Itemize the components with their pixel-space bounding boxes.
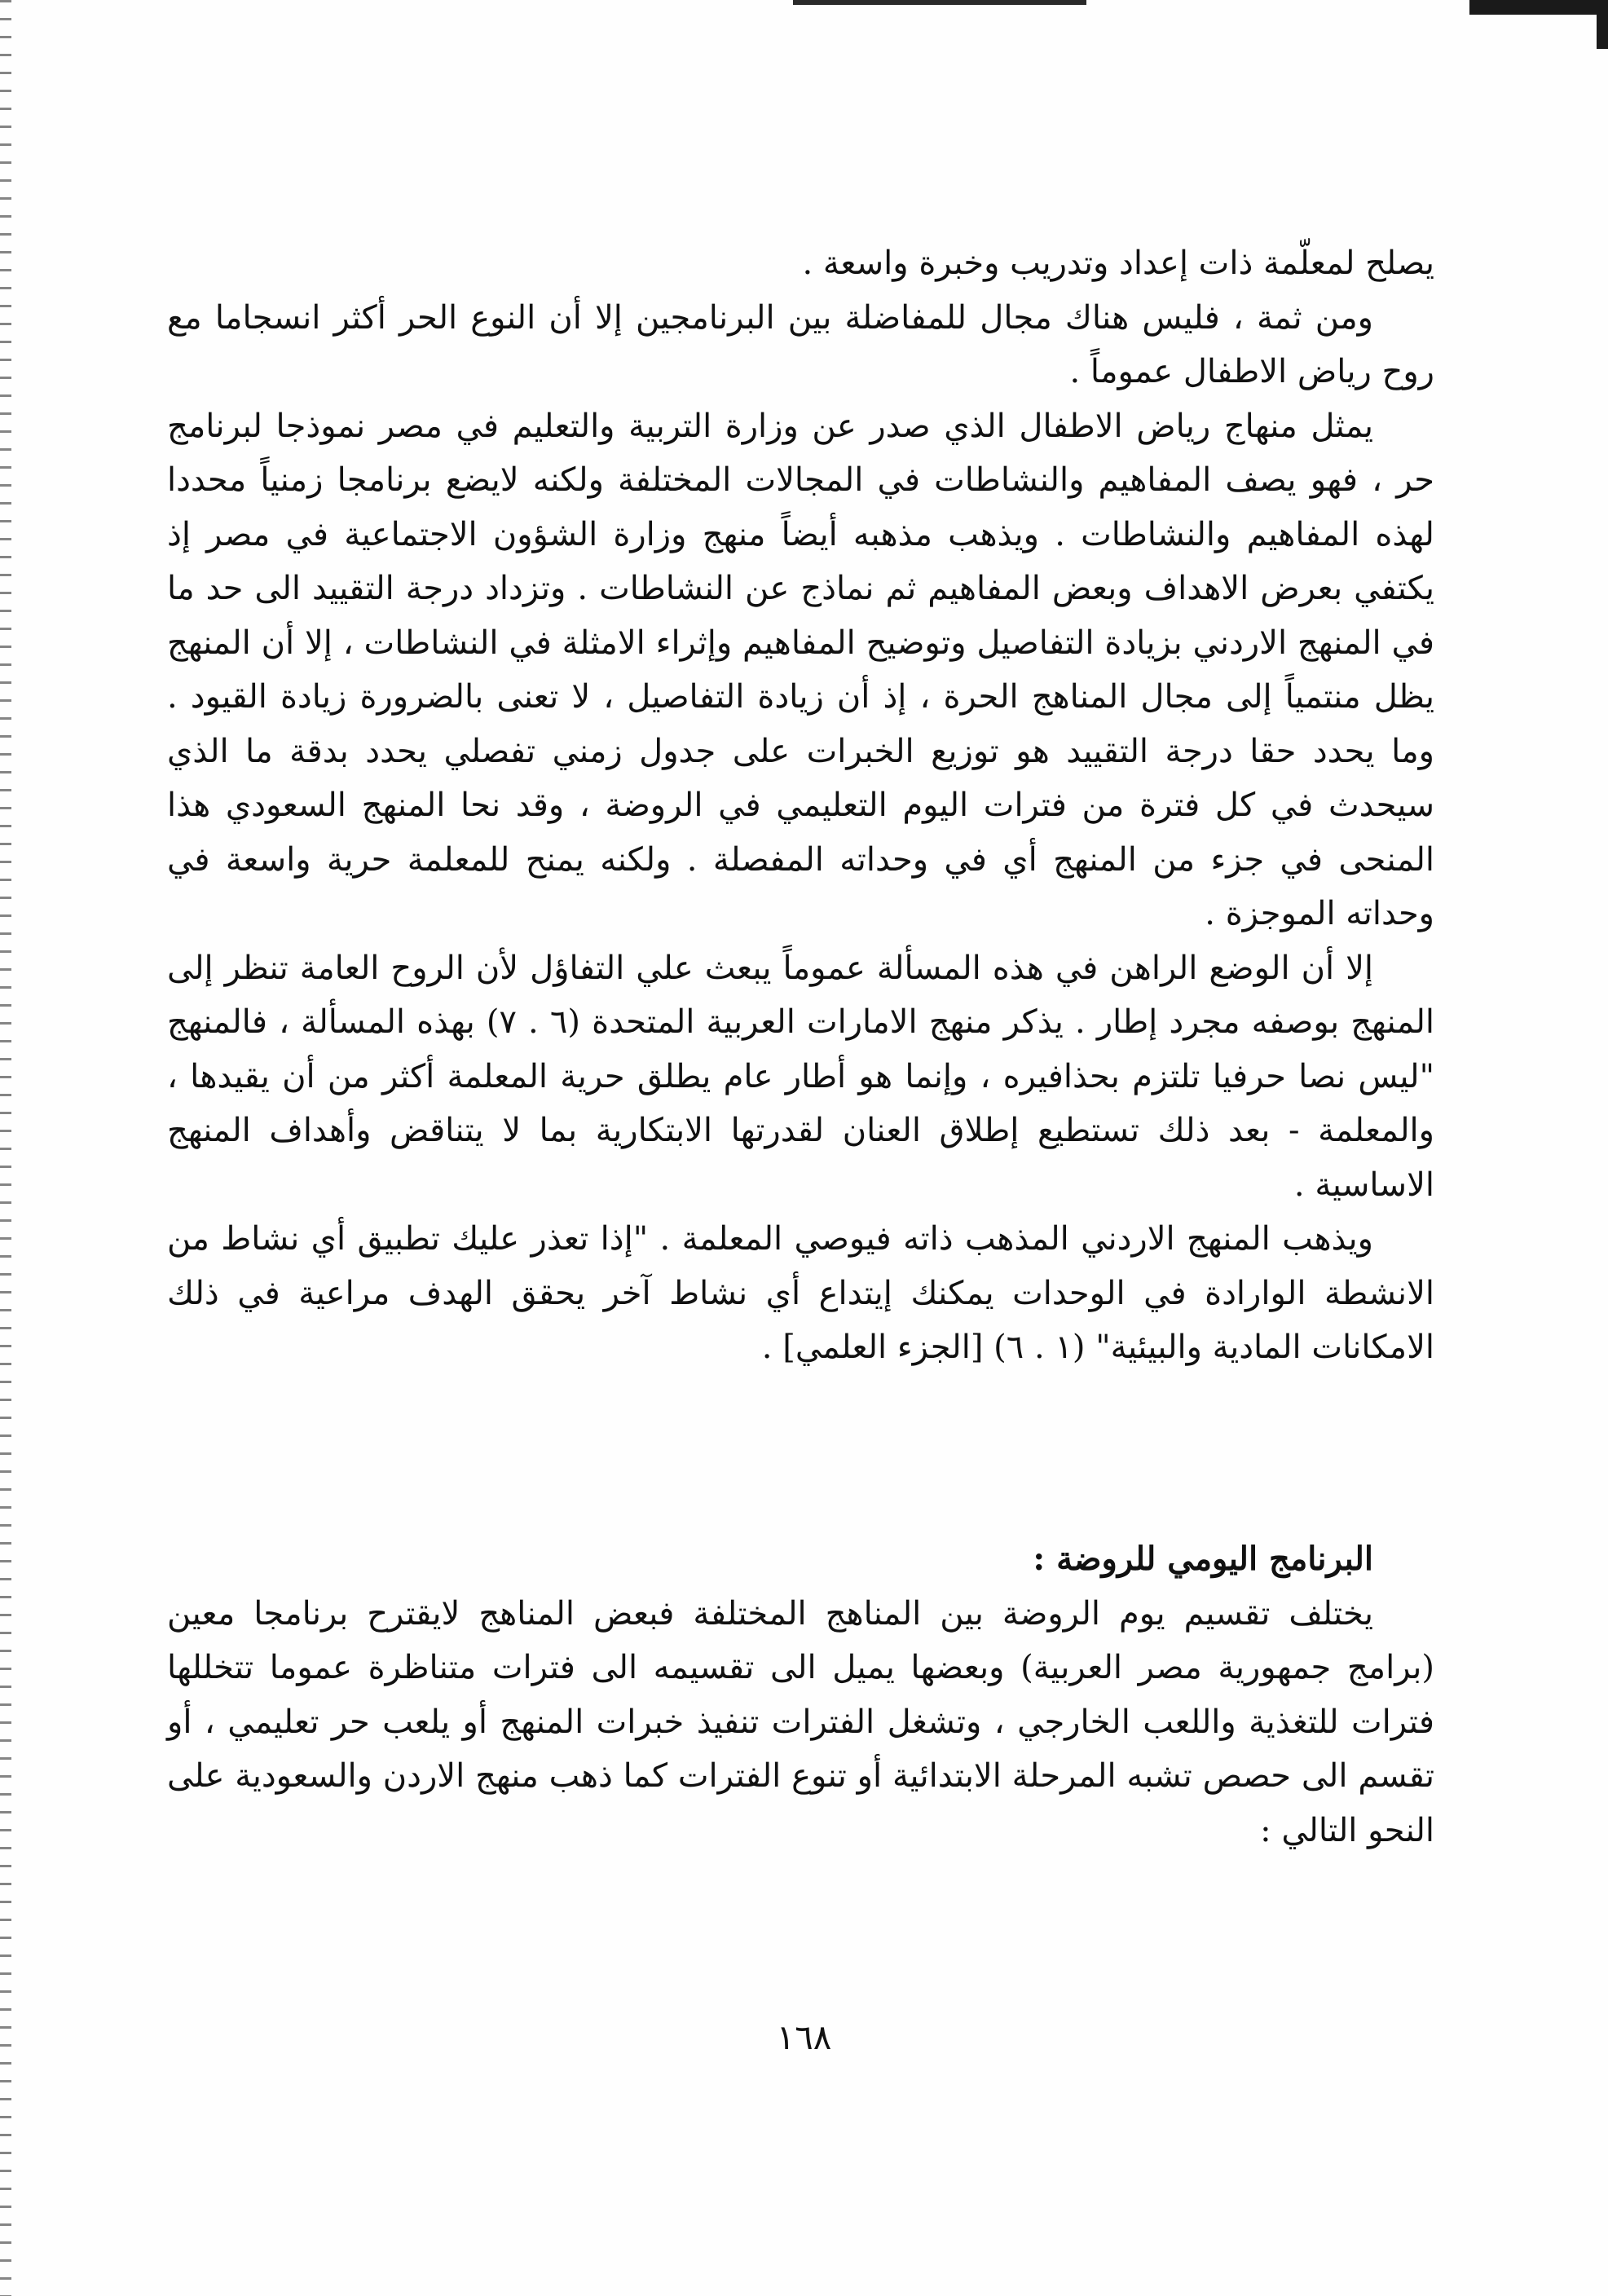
scan-corner-artifact (1469, 0, 1608, 15)
section-heading: البرنامج اليومي للروضة : (1033, 1540, 1373, 1578)
paragraph: يصلح لمعلّمة ذات إعداد وتدريب وخبرة واسعة . (802, 245, 1434, 282)
body-text-top (167, 236, 1434, 1375)
paragraph: ويذهب المنهج الاردني المذهب ذاته فيوصي المعلمة . "إذا تعذر عليك تطبيق أي نشاط من الانشطة الوارادة في الوحدات يمكنك إيتداع أي نشاط آخر يحقق الهدف مراعية في ذلك الامكانات المادية والبيئية" (١ . ٦) [الجزء العلمي] . (167, 1220, 1434, 1366)
scan-corner-artifact-vertical (1597, 0, 1608, 49)
scan-edge-artifact (0, 0, 11, 2296)
scan-top-artifact (793, 0, 1086, 5)
paragraph: إلا أن الوضع الراهن في هذه المسألة عموماً يبعث علي التفاؤل لأن الروح العامة تنظر إلى المنهج بوصفه مجرد إطار . يذكر منهج الامارات العربية المتحدة (٦ . ٧) بهذه المسألة ، فالمنهج "ليس نصا حرفيا تلتزم بحذافيره ، وإنما هو أطار عام يطلق حرية المعلمة أكثر من أن يقيدها ، والمعلمة - بعد ذلك تستطيع إطلاق العنان لقدرتها الابتكارية بما لا يتناقض وأهداف المنهج الاساسية . (167, 949, 1434, 1204)
page-number: ١٦٨ (776, 2017, 832, 2057)
paragraph: يمثل منهاج رياض الاطفال الذي صدر عن وزارة التربية والتعليم في مصر نموذجا لبرنامج حر ، فهو يصف المفاهيم والنشاطات في المجالات المختلفة ولكنه لايضع برنامجا زمنياً محددا لهذه المفاهيم والنشاطات . ويذهب مذهبه أيضاً منهج وزارة الشؤون الاجتماعية في مصر إذ يكتفي بعرض الاهداف وبعض المفاهيم ثم نماذج عن النشاطات . وتزداد درجة التقييد الى حد ما في المنهج الاردني بزيادة التفاصيل وتوضيح المفاهيم وإثراء الامثلة في النشاطات ، إلا أن المنهج يظل منتمياً إلى مجال المناهج الحرة ، إذ أن زيادة التفاصيل ، لا تعنى بالضرورة زيادة القيود . وما يحدد حقا درجة التقييد هو توزيع الخبرات على جدول زمني تفصلي يحدد بدقة ما الذي سيحدث في كل فترة من فترات اليوم التعليمي في الروضة ، وقد نحا المنهج السعودي هذا المنحى في جزء من المنهج أي في وحداته المفصلة . ولكنه يمنح للمعلمة حرية واسعة في وحداته الموجزة . (167, 407, 1434, 932)
paragraph: يختلف تقسيم يوم الروضة بين المناهج المختلفة فبعض المناهج لايقترح برنامجا معين (برامج جمهورية مصر العربية) وبعضها يميل الى تقسيمه الى فترات متناظرة عموما تتخللها فترات للتغذية واللعب الخارجي ، وتشغل الفترات تنفيذ خبرات المنهج أو يلعب حر تعليمي ، أو تقسم الى حصص تشبه المرحلة الابتدائية أو تنوع الفترات كما ذهب منهج الاردن والسعودية على النحو التالي : (167, 1594, 1434, 1849)
body-text-bottom (167, 1532, 1434, 1858)
paragraph: ومن ثمة ، فليس هناك مجال للمفاضلة بين البرنامجين إلا أن النوع الحر أكثر انسجاما مع روح رياض الاطفال عموماً . (167, 298, 1434, 390)
